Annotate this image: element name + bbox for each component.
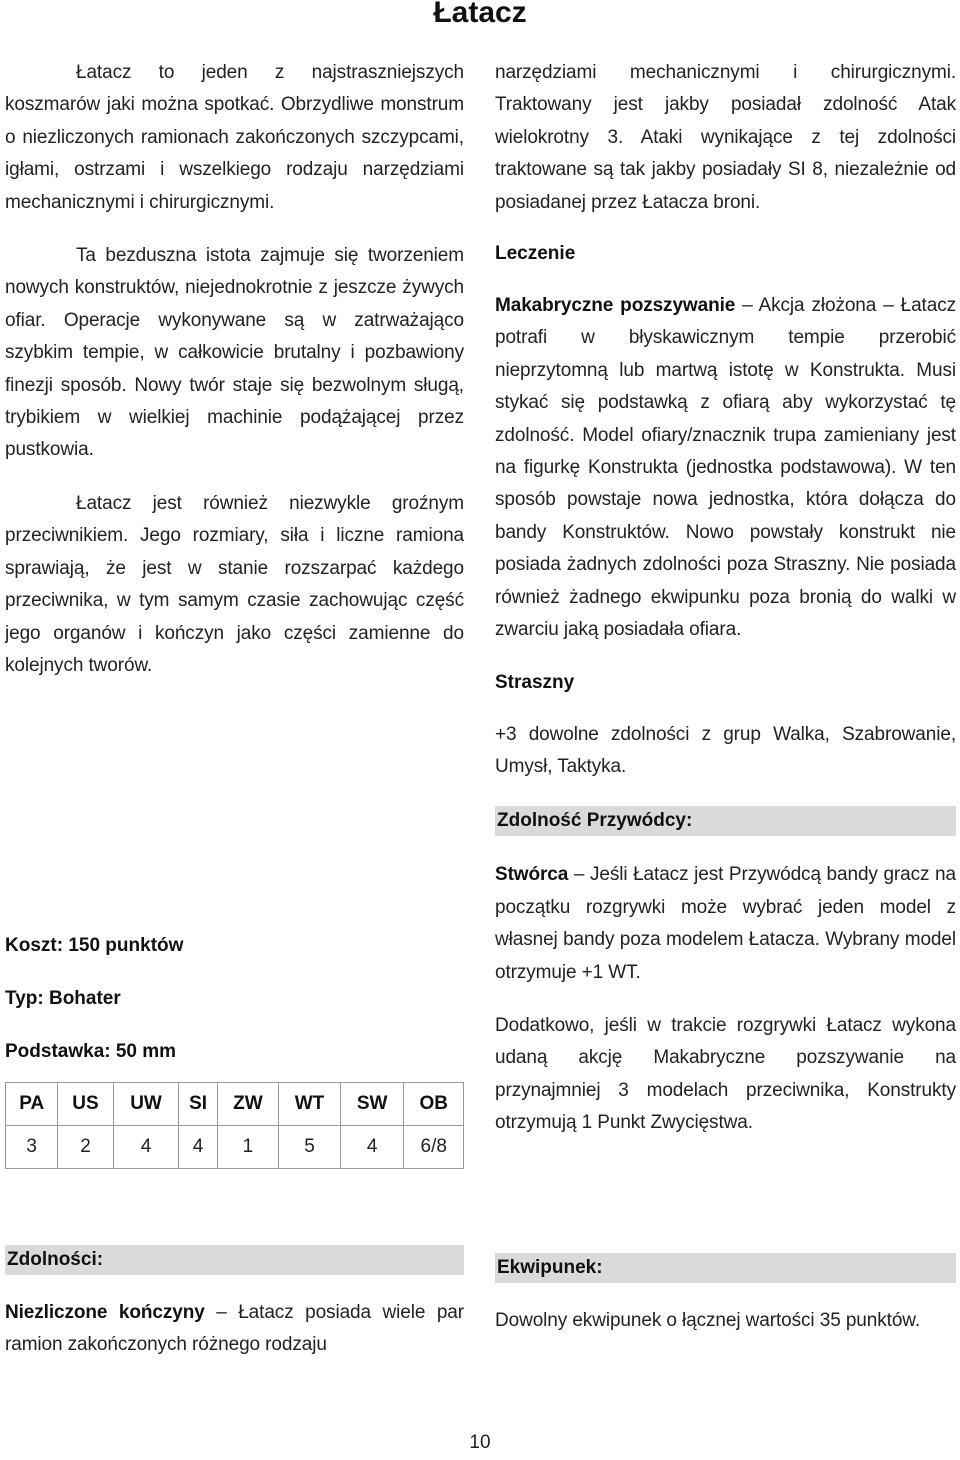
right-column: [495, 57, 956, 1140]
ability-dash: –: [204, 1302, 239, 1323]
stat-header: SI: [179, 1083, 217, 1126]
action-type: – Akcja złożona –: [735, 295, 901, 317]
stats-header-row: [6, 1083, 464, 1126]
cost-label: Koszt: 150 punktów: [5, 935, 184, 956]
healing-paragraph: [495, 290, 956, 646]
healing-heading: Leczenie: [495, 243, 576, 265]
page-number: 10: [469, 1432, 491, 1453]
equipment-text: Dowolny ekwipunek o łącznej wartości 35 punktów.: [495, 1310, 921, 1331]
type-label: Typ: Bohater: [5, 988, 121, 1009]
stat-header: OB: [404, 1083, 464, 1126]
stat-header: SW: [340, 1083, 404, 1126]
intro-paragraph-1: Łatacz to jeden z najstraszniejszych koszmarów jaki można spotkać. Obrzydliwe monstrum o niezliczonych ramionach zakończonych szczypcami, igłami, ostrzami i wszelkiego rodzaju narzędziami mechanicznymi i chirurgicznymi.: [5, 62, 464, 213]
leader-text: Jeśli Łatacz jest Przywódcą bandy gracz na początku rozgrywki może wybrać jeden model z własnej bandy poza modelem Łatacza. Wybrany model otrzymuje +1 WT.: [495, 864, 956, 983]
stat-header: WT: [279, 1083, 341, 1126]
stat-value: 6/8: [404, 1126, 464, 1169]
scary-text: +3 dowolne zdolności z grup Walka, Szabrowanie, Umysł, Taktyka.: [495, 723, 956, 777]
stat-value: 3: [6, 1126, 58, 1169]
ability-text-start: Łatacz posiada wiele par ramion zakończonych różnego rodzaju: [5, 1302, 464, 1356]
stat-header: PA: [6, 1083, 58, 1126]
leader-extra-text: Dodatkowo, jeśli w trakcie rozgrywki Łatacz wykona udaną akcję Makabryczne pozszywanie na przynajmniej 3 modelach przeciwnika, Konstrukty otrzymują 1 Punkt Zwycięstwa.: [495, 1014, 956, 1134]
intro-paragraph-2: Ta bezduszna istota zajmuje się tworzeniem nowych konstruktów, niejednokrotnie z jeszcze żywych ofiar. Operacje wykonywane są w zatrważająco szybkim tempie, w całkowicie brutalny i pozbawiony finezji sposób. Nowy twór staje się bezwolnym sługą, trybikiem w wielkiej machinie podążającej przez pustkowia.: [5, 245, 464, 461]
ability-name: Niezliczone kończyny: [5, 1302, 205, 1323]
abilities-heading: Zdolności:: [5, 1245, 464, 1275]
equipment-heading: Ekwipunek:: [495, 1253, 956, 1283]
stat-value: 1: [217, 1126, 279, 1169]
stat-header: US: [58, 1083, 113, 1126]
page-title: Łatacz: [433, 0, 527, 29]
abilities-section: [5, 1245, 464, 1362]
scary-heading: Straszny: [495, 671, 575, 693]
equipment-section: [495, 1253, 956, 1337]
stat-value: 5: [279, 1126, 341, 1169]
stat-header: ZW: [217, 1083, 279, 1126]
stat-value: 2: [58, 1126, 113, 1169]
profile-section: [5, 930, 464, 1169]
leader-dash: –: [568, 864, 590, 886]
stat-value: 4: [179, 1126, 217, 1169]
stats-table: [5, 1082, 464, 1169]
intro-section: [5, 57, 464, 682]
action-name: Makabryczne pozszywanie: [495, 295, 736, 317]
leader-ability-name: Stwórca: [495, 864, 569, 886]
intro-paragraph-3: Łatacz jest również niezwykle groźnym przeciwnikiem. Jego rozmiary, siła i liczne ramiona sprawiają, że jest w stanie rozszarpać każdego przeciwnika, w tym samym czasie zachowując część jego organów i kończyn jako części zamienne do kolejnych tworów.: [5, 492, 464, 676]
leader-paragraph: [495, 859, 956, 989]
stats-value-row: [6, 1126, 464, 1169]
base-label: Podstawka: 50 mm: [5, 1041, 177, 1062]
stat-header: UW: [113, 1083, 179, 1126]
leader-heading: Zdolność Przywódcy:: [495, 806, 956, 836]
ability-text-continued: narzędziami mechanicznymi i chirurgicznymi. Traktowany jest jakby posiadał zdolność Atak wielokrotny 3. Ataki wynikające z tej zdolności traktowane są tak jakby posiadały SI 8, niezależnie od posiadanej przez Łatacza broni.: [495, 62, 956, 213]
stat-value: 4: [340, 1126, 404, 1169]
ability-paragraph: [5, 1297, 464, 1362]
action-text: Łatacz potrafi w błyskawicznym tempie przerobić nieprzytomną lub martwą istotę w Konstrukta. Musi stykać się podstawką z ofiarą aby wykorzystać tę zdolność. Model ofiary/znacznik trupa zamieniany jest na figurkę Konstrukta (jednostka podstawowa). W ten sposób powstaje nowa jednostka, która dołącza do bandy Konstruktów. Nowo powstały konstrukt nie posiada żadnych zdolności poza Straszny. Nie posiada również żadnego ekwipunku poza bronią do walki w zwarciu jaką posiadała ofiara.: [495, 295, 956, 641]
stat-value: 4: [113, 1126, 179, 1169]
